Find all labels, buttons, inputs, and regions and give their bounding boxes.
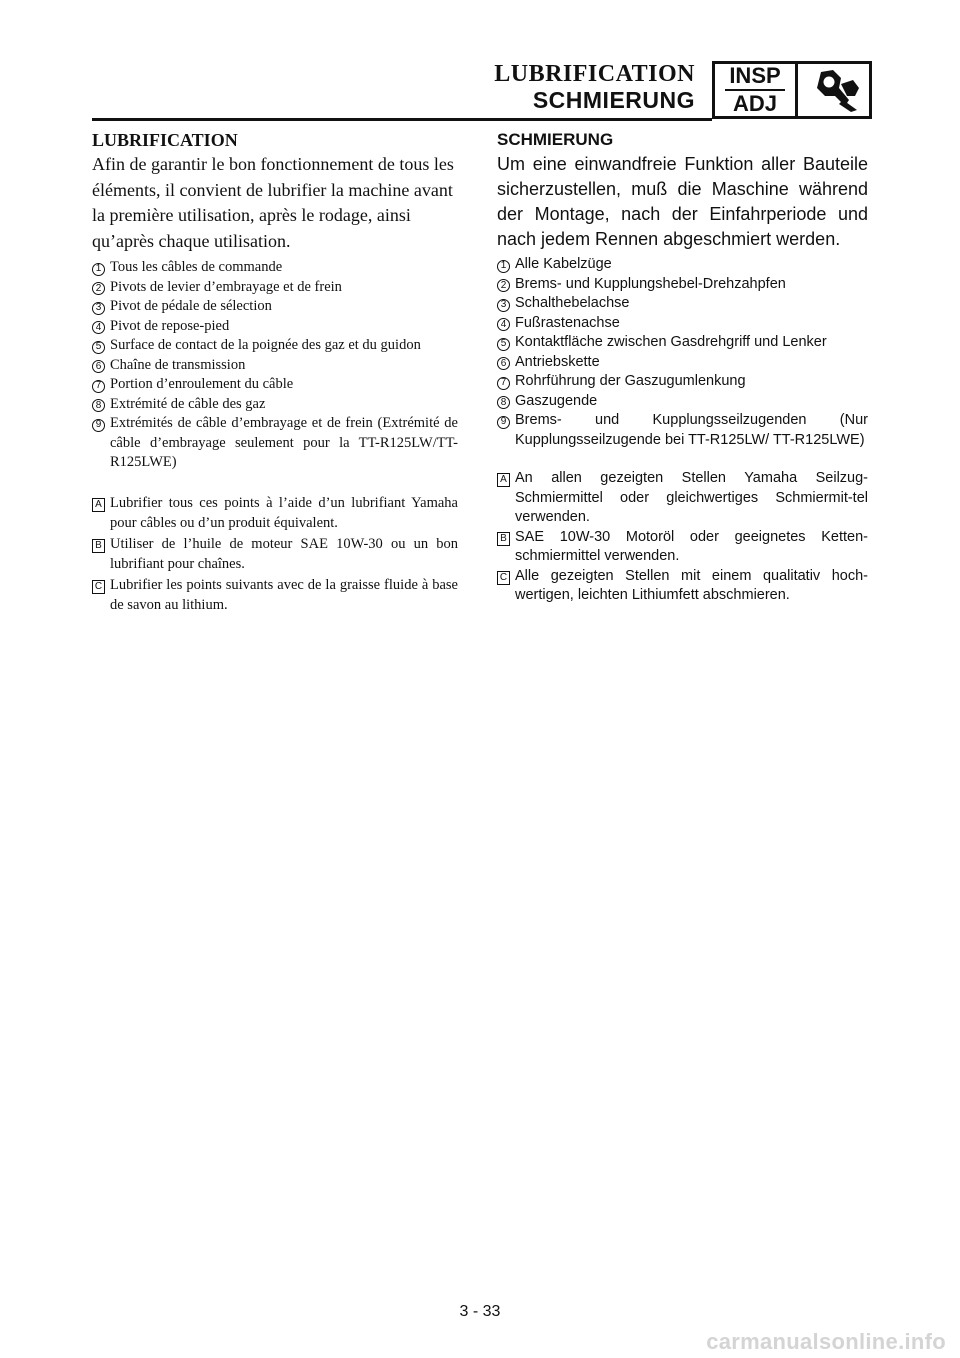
list-item — [92, 395, 458, 415]
list-item — [497, 353, 868, 373]
circled-number: 6 — [92, 360, 105, 373]
list-item-text: Extrémités de câble d’embrayage et de frein (Extrémité de câble d’embrayage seulement pour la TT-R125LW/TT-R125LWE) — [110, 415, 458, 470]
note-text: Lubrifier tous ces points à l’aide d’un lubrifiant Yamaha pour câbles ou d’un produit équivalent. — [110, 494, 458, 531]
list-item — [497, 294, 868, 314]
boxed-letter: A — [92, 498, 105, 512]
circled-number: 4 — [92, 321, 105, 334]
list-item-text: Antriebskette — [515, 353, 600, 370]
circled-number: 2 — [497, 279, 510, 292]
list-item-text: Pivot de repose-pied — [110, 317, 230, 334]
list-item-text: Portion d’enroulement du câble — [110, 376, 294, 392]
circled-number: 5 — [497, 338, 510, 351]
circled-number: 1 — [92, 263, 105, 276]
list-item-text: Chaîne de transmission — [110, 356, 246, 373]
boxed-letter: B — [497, 532, 510, 546]
list-item — [497, 392, 868, 412]
list-item — [497, 275, 868, 295]
list-item-text: Extrémité de câble des gaz — [110, 395, 266, 412]
note-text: Alle gezeigten Stellen mit einem qualitativ hoch-wertigen, leichten Lithiumfett abschmieren. — [515, 567, 868, 603]
french-column — [92, 129, 458, 616]
circled-number: 4 — [497, 318, 510, 331]
note-item — [92, 493, 458, 533]
list-item — [92, 356, 458, 376]
note-text: Lubrifier les points suivants avec de la graisse fluide à base de savon au lithium. — [110, 576, 458, 613]
watermark: carmanualsonline.info — [706, 1329, 946, 1354]
header-title-german: SCHMIERUNG — [532, 87, 695, 113]
list-item-text: Schalthebelachse — [515, 295, 630, 311]
list-item — [497, 372, 868, 392]
list-item — [497, 411, 868, 450]
badge-top-text: INSP — [729, 63, 781, 88]
list-item-text: Pivot de pédale de sélection — [110, 298, 272, 314]
circled-number: 7 — [92, 380, 105, 393]
badge-bottom-text: ADJ — [732, 91, 777, 116]
page-number: 3 - 33 — [459, 1303, 501, 1320]
note-text: SAE 10W-30 Motoröl oder geeignetes Ketten-schmiermittel verwenden. — [515, 528, 868, 564]
circled-number: 8 — [92, 399, 105, 412]
circled-number: 2 — [92, 282, 105, 295]
list-item — [92, 414, 458, 473]
german-heading: SCHMIERUNG — [497, 130, 614, 149]
list-item-text: Rohrführung der Gaszugumlenkung — [515, 373, 746, 389]
section-badge — [712, 61, 872, 119]
boxed-letter: C — [92, 580, 105, 594]
list-item — [92, 258, 458, 278]
german-notes — [497, 469, 868, 606]
list-item — [92, 278, 458, 298]
list-item — [92, 375, 458, 395]
french-heading: LUBRIFICATION — [92, 130, 238, 150]
note-item — [92, 534, 458, 574]
boxed-letter: C — [497, 571, 510, 585]
list-item-text: Gaszugende — [515, 392, 598, 409]
list-item — [92, 336, 458, 356]
note-item — [497, 567, 868, 606]
circled-number: 9 — [497, 416, 510, 429]
german-item-list — [497, 255, 868, 450]
circled-number: 7 — [497, 377, 510, 390]
note-item — [497, 469, 868, 528]
list-item-text: Fußrastenachse — [515, 314, 620, 331]
circled-number: 5 — [92, 341, 105, 354]
german-column — [497, 129, 868, 606]
note-item — [92, 575, 458, 615]
list-item — [497, 314, 868, 334]
list-item — [92, 317, 458, 337]
note-text: Utiliser de l’huile de moteur SAE 10W-30 ou un bon lubrifiant pour chaînes. — [110, 535, 458, 572]
note-item — [497, 528, 868, 567]
german-intro: Um eine einwandfreie Funktion aller Bauteile sicherzustellen, muß die Maschine während der Montage, nach der Einfahrperiode und nach jedem Rennen abgeschmiert werden. — [497, 154, 868, 249]
boxed-letter: A — [497, 473, 510, 487]
list-item-text: Brems- und Kupplungshebel-Drehzahpfen — [515, 275, 786, 292]
list-item — [497, 333, 868, 353]
french-item-list — [92, 258, 458, 473]
list-item-text: Alle Kabelzüge — [515, 256, 612, 272]
list-item — [92, 297, 458, 317]
boxed-letter: B — [92, 539, 105, 553]
list-item — [497, 255, 868, 275]
header-rule — [92, 118, 712, 121]
list-item-text: Tous les câbles de commande — [110, 259, 283, 275]
french-notes — [92, 493, 458, 615]
list-item-text: Kontaktfläche zwischen Gasdrehgriff und Lenker — [515, 334, 827, 350]
french-intro: Afin de garantir le bon fonctionnement de tous les éléments, il convient de lubrifier la machine avant la première utilisation, après le rodage, ainsi qu’après chaque utilisation. — [92, 154, 454, 251]
badge-label — [715, 64, 798, 116]
circled-number: 9 — [92, 419, 105, 432]
circled-number: 3 — [92, 302, 105, 315]
circled-number: 1 — [497, 260, 510, 273]
circled-number: 3 — [497, 299, 510, 312]
header-title-french: LUBRIFICATION — [494, 61, 695, 87]
circled-number: 6 — [497, 357, 510, 370]
circled-number: 8 — [497, 396, 510, 409]
list-item-text: Brems- und Kupplungsseilzugenden (Nur Kupplungsseilzugende bei TT-R125LW/ TT-R125LWE) — [515, 412, 868, 448]
list-item-text: Surface de contact de la poignée des gaz et du guidon — [110, 337, 421, 353]
note-text: An allen gezeigten Stellen Yamaha Seilzug-Schmiermittel oder gleichwertiges Schmiermit-tel verwenden. — [515, 470, 868, 525]
wrench-hand-icon — [798, 64, 869, 116]
list-item-text: Pivots de levier d’embrayage et de frein — [110, 278, 342, 295]
